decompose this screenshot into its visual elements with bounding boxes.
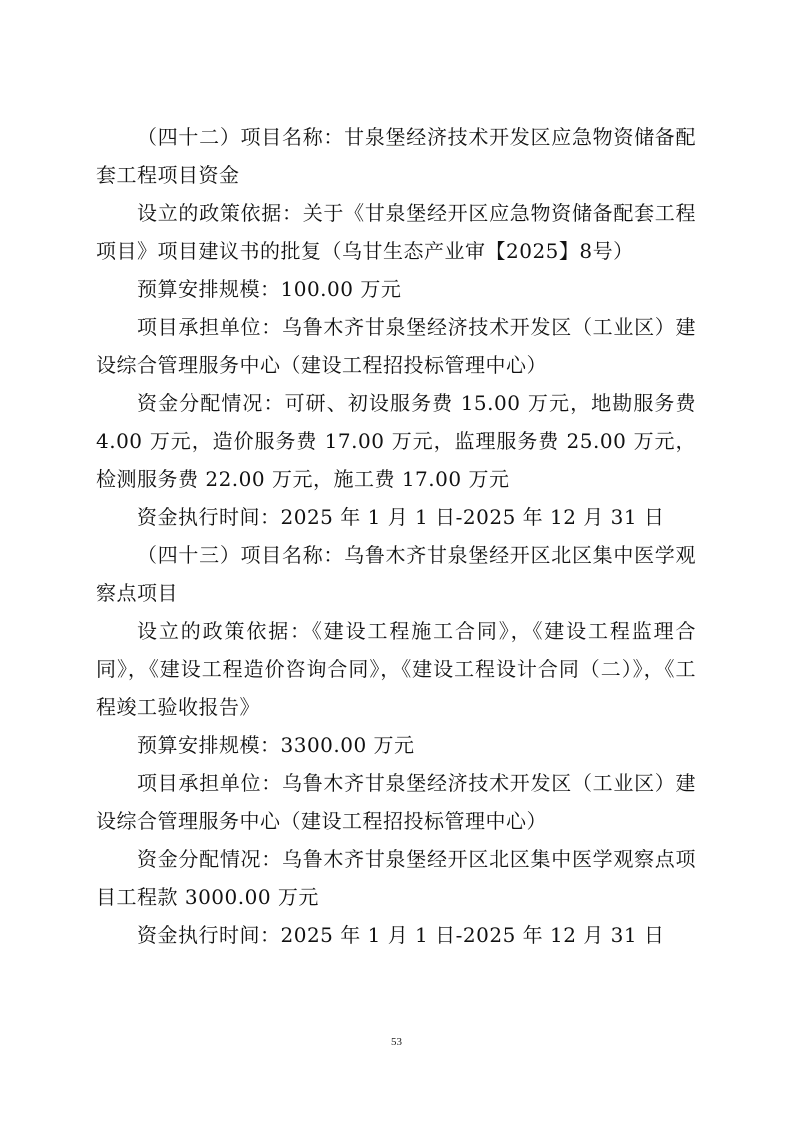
project-42-responsible-unit: 项目承担单位：乌鲁木齐甘泉堡经济技术开发区（工业区）建设综合管理服务中心（建设工程招投标管理中心） (96, 315, 696, 377)
page-number: 53 (391, 1036, 402, 1048)
project-42-policy-basis: 设立的政策依据：关于《甘泉堡经开区应急物资储备配套工程项目》项目建议书的批复（乌甘生态产业审【2025】8号） (96, 201, 696, 263)
project-42-title: （四十二）项目名称：甘泉堡经济技术开发区应急物资储备配套工程项目资金 (96, 125, 696, 187)
project-42-fund-allocation: 资金分配情况：可研、初设服务费 15.00 万元，地勘服务费 4.00 万元，造价服务费 17.00 万元，监理服务费 25.00 万元，检测服务费 22.00 万元，施工费 17.00 万元 (96, 391, 696, 491)
document-body (96, 118, 696, 954)
project-43-budget: 预算安排规模：3300.00 万元 (137, 733, 415, 757)
project-42-execution-period: 资金执行时间：2025 年 1 月 1 日-2025 年 12 月 31 日 (137, 505, 665, 529)
project-43-policy-basis: 设立的政策依据：《建设工程施工合同》，《建设工程监理合同》，《建设工程造价咨询合同》，《建设工程设计合同（二）》，《工程竣工验收报告》 (96, 619, 696, 719)
project-42-budget: 预算安排规模：100.00 万元 (137, 277, 402, 301)
project-43-execution-period: 资金执行时间：2025 年 1 月 1 日-2025 年 12 月 31 日 (137, 923, 665, 947)
project-43-fund-allocation: 资金分配情况：乌鲁木齐甘泉堡经开区北区集中医学观察点项目工程款 3000.00 万元 (96, 847, 696, 909)
project-43-title: （四十三）项目名称：乌鲁木齐甘泉堡经开区北区集中医学观察点项目 (96, 543, 696, 605)
project-43-responsible-unit: 项目承担单位：乌鲁木齐甘泉堡经济技术开发区（工业区）建设综合管理服务中心（建设工程招投标管理中心） (96, 771, 696, 833)
